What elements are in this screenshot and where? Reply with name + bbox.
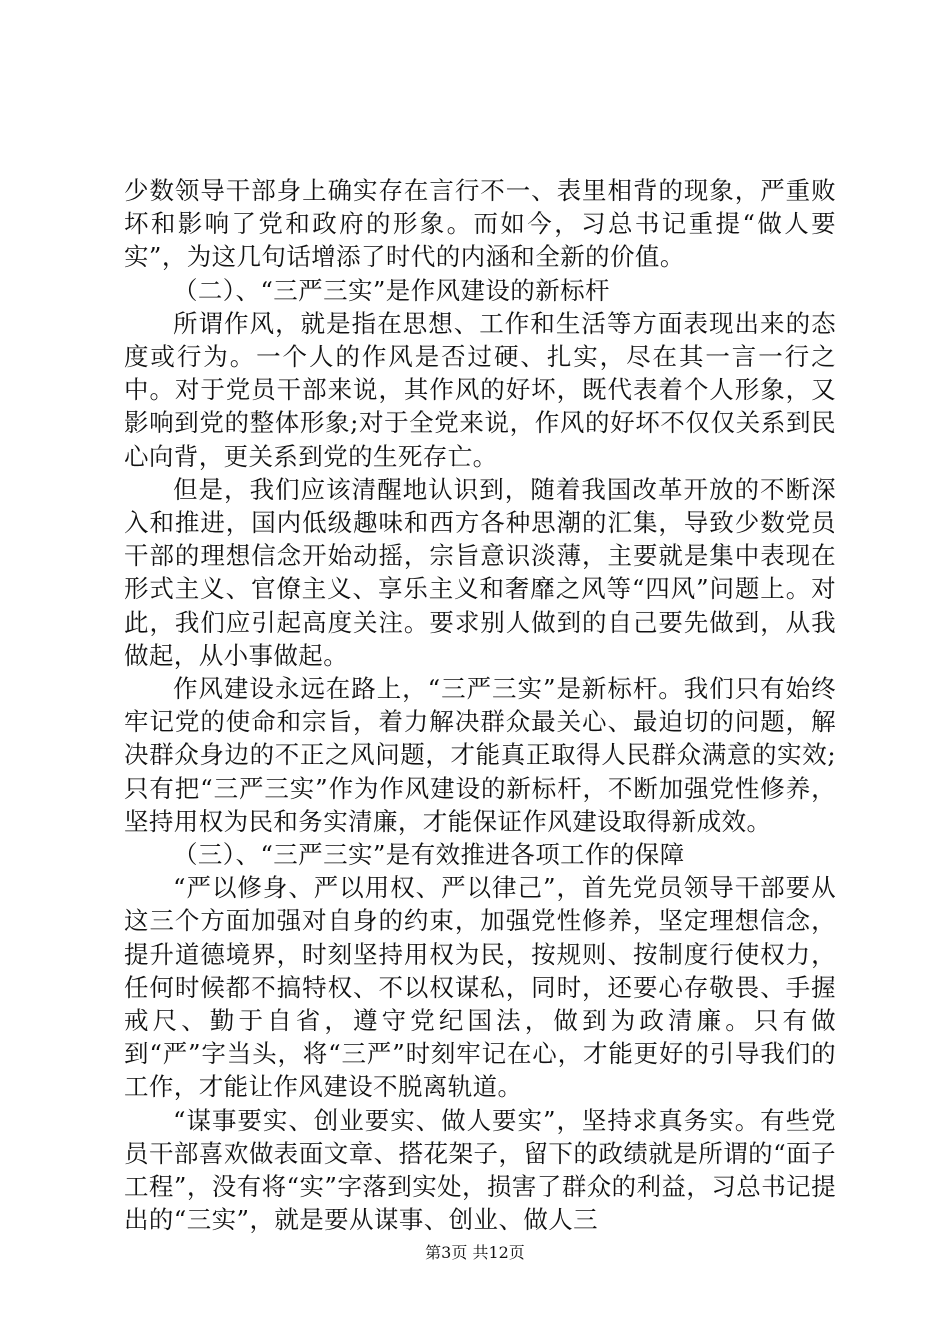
paragraph: “谋事要实、创业要实、做人要实”，坚持求真务实。有些党员干部喜欢做表面文章、搭花架子，留下的政绩就是所谓的“面子工程”，没有将“实”字落到实处，损害了群众的利益，习总书记提出的“三实”，就是要从谋事、创业、做人三 xyxy=(124,1105,836,1235)
document-body xyxy=(124,174,836,1237)
paragraph: 所谓作风，就是指在思想、工作和生活等方面表现出来的态度或行为。一个人的作风是否过硬、扎实，尽在其一言一行之中。对于党员干部来说，其作风的好坏，既代表着个人形象，又影响到党的整体形象;对于全党来说，作风的好坏不仅仅关系到民心向背，更关系到党的生死存亡。 xyxy=(124,308,836,471)
paragraph-continuation: 少数领导干部身上确实存在言行不一、表里相背的现象，严重败坏和影响了党和政府的形象。而如今，习总书记重提“做人要实”，为这几句话增添了时代的内涵和全新的价值。 xyxy=(124,176,836,272)
paragraph: 但是，我们应该清醒地认识到，随着我国改革开放的不断深入和推进，国内低级趣味和西方各种思潮的汇集，导致少数党员干部的理想信念开始动摇，宗旨意识淡薄，主要就是集中表现在形式主义、官僚主义、享乐主义和奢靡之风等“四风”问题上。对此，我们应引起高度关注。要求别人做到的自己要先做到，从我做起，从小事做起。 xyxy=(124,474,836,670)
paragraph: “严以修身、严以用权、严以律己”，首先党员领导干部要从这三个方面加强对自身的约束，加强党性修养，坚定理想信念，提升道德境界，时刻坚持用权为民，按规则、按制度行使权力，任何时候都不搞特权、不以权谋私，同时，还要心存敬畏、手握戒尺、勤于自省，遵守党纪国法，做到为政清廉。只有做到“严”字当头，将“三严”时刻牢记在心，才能更好的引导我们的工作，才能让作风建设不脱离轨道。 xyxy=(124,873,836,1102)
section-heading-2: （二）、“三严三实”是作风建设的新标杆 xyxy=(173,275,610,305)
paragraph: 作风建设永远在路上，“三严三实”是新标杆。我们只有始终牢记党的使命和宗旨，着力解决群众最关心、最迫切的问题，解决群众身边的不正之风问题，才能真正取得人民群众满意的实效;只有把“三严三实”作为作风建设的新标杆，不断加强党性修养，坚持用权为民和务实清廉，才能保证作风建设取得新成效。 xyxy=(124,674,836,836)
section-heading-3: （三）、“三严三实”是有效推进各项工作的保障 xyxy=(173,840,685,870)
page-number-footer: 第3页 共12页 xyxy=(425,1243,525,1262)
